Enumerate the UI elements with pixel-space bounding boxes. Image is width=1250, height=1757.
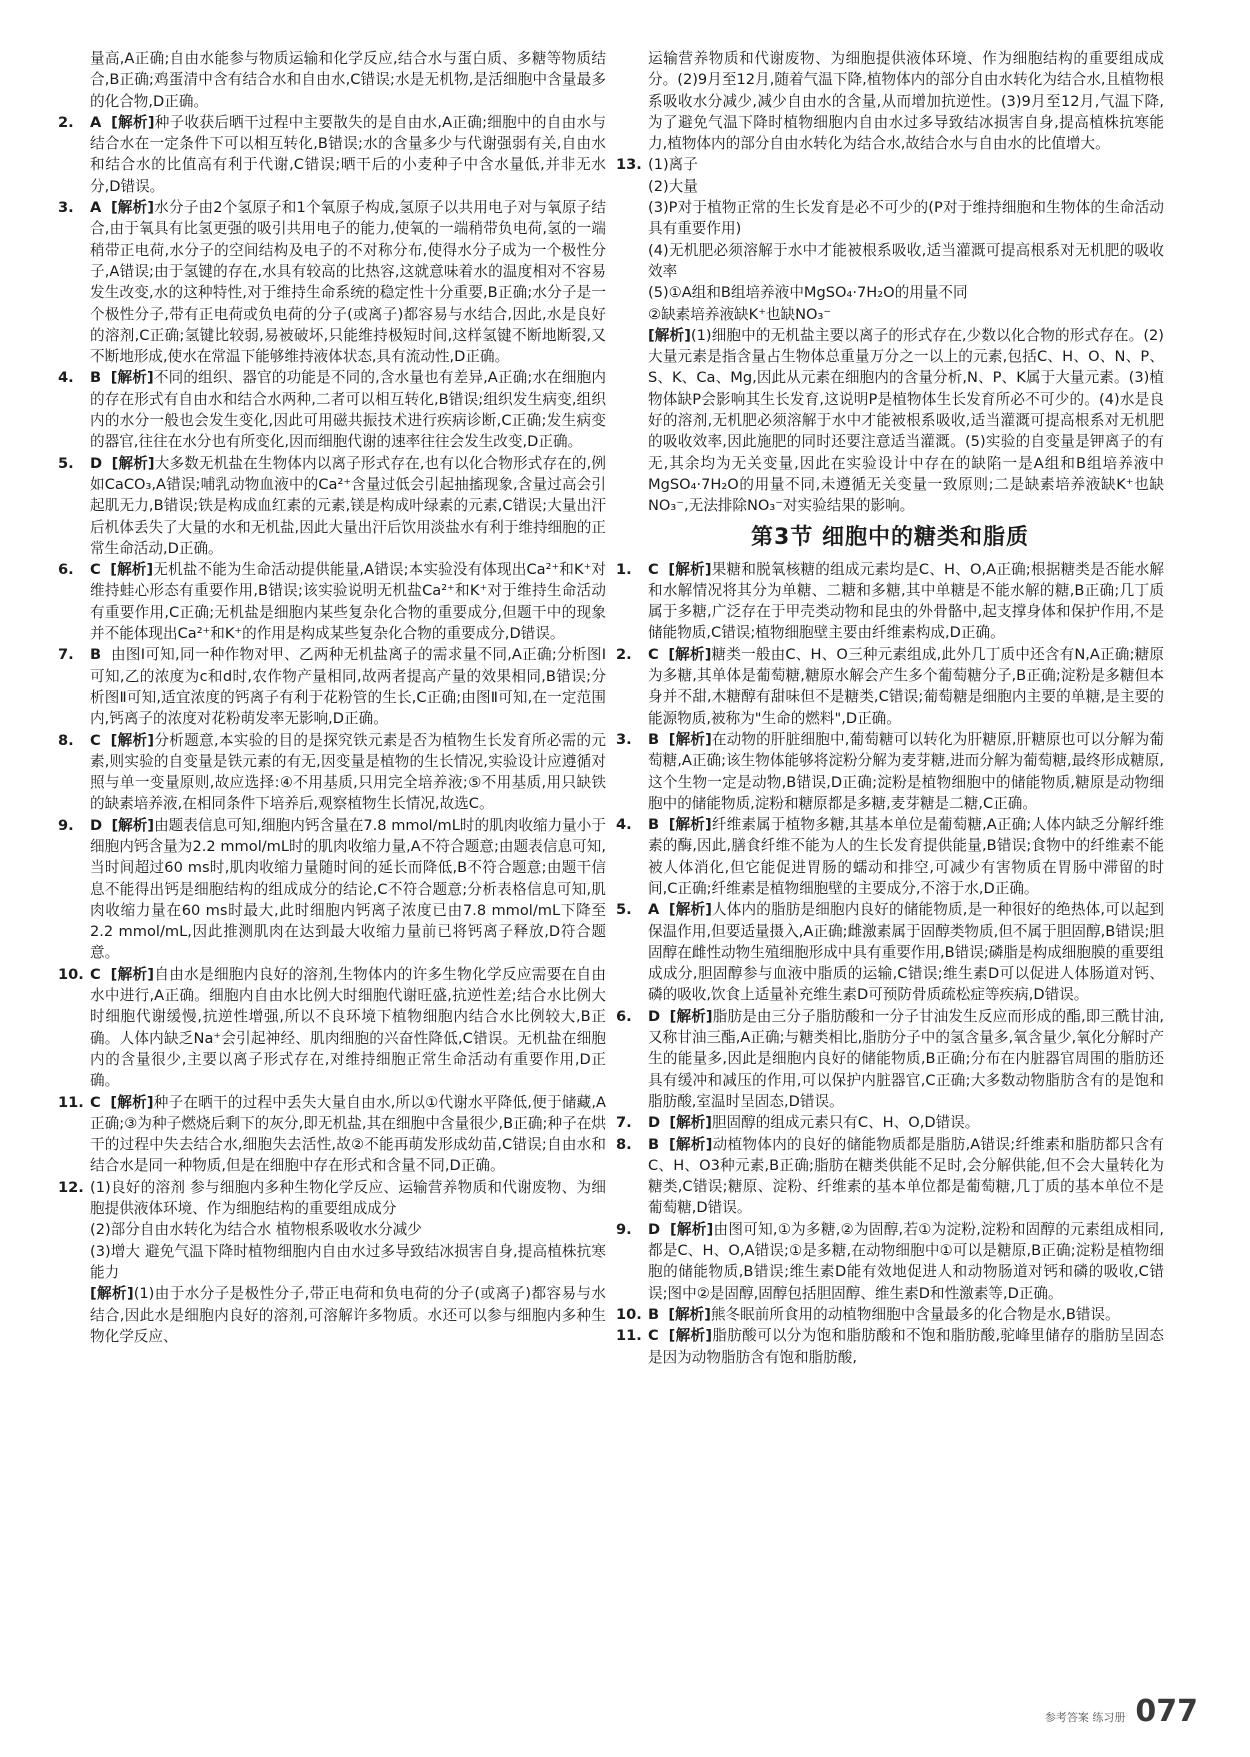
- item-number: 9.: [616, 1220, 632, 1238]
- analysis-tag: [解析]: [668, 730, 712, 748]
- answer-item: [616, 559, 1164, 644]
- analysis-text: 无机盐不能为生命活动提供能量,A错误;本实验没有体现出Ca²⁺和K⁺对维持蛙心形态有重要作用,B错误;该实验说明无机盐Ca²⁺和K⁺对于维持生命活动有重要作用,C正确;无机盐是细胞内某些复杂化合物的重要成分,但题干中的现象并不能体现出Ca²⁺和K⁺的作用是构成某些复杂化合物的重要成分,D错误。: [90, 561, 606, 643]
- analysis-tag: [解析]: [111, 454, 155, 472]
- item-number: 3.: [58, 199, 74, 217]
- answer-item: [616, 1304, 1164, 1325]
- answer-choice: D: [648, 1007, 661, 1025]
- item-number: 4.: [58, 369, 74, 387]
- item-number: 6.: [616, 1007, 632, 1025]
- answer-item: [616, 1219, 1164, 1304]
- item-number: 2.: [58, 113, 74, 131]
- answer-item: [58, 559, 606, 644]
- analysis-text: 分析题意,本实验的目的是探究铁元素是否为植物生长发育所必需的元素,则实验的自变量是铁元素的有无,因变量是植物的生长情况,实验设计应遵循对照与单一变量原则,故应选择:④不用基质,只用完全培养液;⑤不用基质,用只缺铁的缺素培养液,在相同条件下培养后,观察植物生长情况,故选C。: [90, 731, 606, 813]
- analysis-tag: [解析]: [111, 113, 155, 131]
- answer-item: [58, 815, 606, 964]
- answer-choice: C: [648, 1327, 659, 1345]
- item-number: 7.: [58, 646, 74, 664]
- answer-line: (1)良好的溶剂 参与细胞内多种生物化学反应、运输营养物质和代谢废物、为细胞提供液体环境、作为细胞结构的重要组成成分: [90, 1178, 606, 1218]
- answer-choice: A: [90, 199, 102, 217]
- item-number: 12.: [58, 1178, 84, 1196]
- analysis-tag: [解析]: [668, 1305, 711, 1323]
- answer-choice: D: [648, 1220, 661, 1238]
- analysis-tag: [解析]: [110, 561, 154, 579]
- analysis-tag: [解析]: [669, 1114, 712, 1132]
- analysis-text: 脂肪酸可以分为饱和脂肪酸和不饱和脂肪酸,驼峰里储存的脂肪呈固态是因为动物脂肪含有饱和脂肪酸,: [648, 1327, 1164, 1366]
- analysis-tag: [解析]: [648, 326, 691, 344]
- answer-item: [616, 1134, 1164, 1219]
- item-number: 7.: [616, 1114, 632, 1132]
- analysis-tag: [解析]: [668, 645, 712, 663]
- answer-line: (2)部分自由水转化为结合水 植物根系吸收水分减少: [90, 1221, 422, 1239]
- item-number: 11.: [616, 1327, 642, 1345]
- analysis-tag: [解析]: [669, 1007, 713, 1025]
- item-number: 5.: [58, 454, 74, 472]
- item-number: 5.: [616, 901, 632, 919]
- answer-item: [58, 644, 606, 729]
- right-answer-list: [616, 559, 1164, 1368]
- item-number: 8.: [616, 1135, 632, 1153]
- analysis-tag: [解析]: [668, 560, 712, 578]
- analysis-tag: [解析]: [110, 731, 155, 749]
- analysis-text: 自由水是细胞内良好的溶剂,生物体内的许多生物化学反应需要在自由水中进行,A正确。细胞内自由水比例大时细胞代谢旺盛,抗逆性差;结合水比例大时细胞代谢缓慢,抗逆性增强,所以不良环境下植物细胞内结合水比例较大,B正确。人体内缺乏Na⁺会引起神经、肌肉细胞的兴奋性降低,C错误。无机盐在细胞内的含量很少,主要以离子形式存在,对维持细胞正常生命活动有重要作用,D正确。: [90, 965, 606, 1090]
- item-number: 8.: [58, 731, 74, 749]
- answer-line: (3)P对于植物正常的生长发育是必不可少的(P对于维持细胞和生物体的生命活动具有重要作用): [648, 199, 1164, 238]
- analysis-text: (1)由于水分子是极性分子,带正电荷和负电荷的分子(或离子)都容易与水结合,因此水是细胞内良好的溶剂,可溶解许多物质。水还可以参与细胞内多种生物化学反应、: [90, 1285, 607, 1345]
- item-number: 10.: [616, 1305, 642, 1323]
- continued-answer-12: 运输营养物质和代谢废物、为细胞提供液体环境、作为细胞结构的重要组成成分。(2)9月至12月,随着气温下降,植物体内的部分自由水转化为结合水,且植物根系吸收水分减少,减少自由水的含量,从而增加抗逆性。(3)9月至12月,气温下降,为了避免气温下降时植物细胞内自由水过多导致结冰损害自身,提高植株抗寒能力,植物体内的部分自由水转化为结合水,故结合水与自由水的比值增大。: [648, 50, 1164, 153]
- answer-choice: D: [90, 816, 103, 834]
- answer-item: [616, 1112, 1164, 1133]
- answer-item-13: [616, 154, 1164, 516]
- answer-choice: B: [90, 369, 102, 387]
- item-number: 4.: [616, 816, 632, 834]
- answer-choice: A: [648, 901, 660, 919]
- left-column: [58, 48, 606, 1347]
- answer-choice: A: [90, 113, 102, 131]
- item-number: 9.: [58, 816, 74, 834]
- item-number: 6.: [58, 561, 74, 579]
- analysis-tag: [解析]: [110, 199, 154, 217]
- answer-choice: C: [90, 731, 101, 749]
- analysis-tag: [解析]: [669, 1220, 714, 1238]
- analysis-tag: [解析]: [111, 816, 155, 834]
- analysis-text: 水分子由2个氢原子和1个氧原子构成,氢原子以共用电子对与氧原子结合,由于氧具有比氢更强的吸引共用电子的能力,使氧的一端稍带负电荷,氢的一端稍带正电荷,水分子的空间结构及电子的不对称分布,使得水分子成为一个极性分子,A错误;由于氢键的存在,水具有较高的比热容,这就意味着水的温度相对不容易发生改变,水的这种特性,对于维持生命系统的稳定性十分重要,B正确;水分子是一个极性分子,带有正电荷或负电荷的分子(或离子)都容易与水结合,因此,水是良好的溶剂,C正确;氢键比较弱,易被破坏,只能维持极短时间,这样氢键不断地断裂,又不断地形成,使水在常温下能够维持液体状态,具有流动性,D正确。: [90, 199, 607, 366]
- answer-choice: B: [648, 816, 660, 834]
- analysis-text: 种子收获后晒干过程中主要散失的是自由水,A正确;细胞中的自由水与结合水在一定条件下可以相互转化,B错误;水的含量多少与代谢强弱有关,自由水和结合水的比值高有利于代谢,C错误;晒干后的小麦种子中含水量低,并非无水分,D错误。: [90, 113, 606, 195]
- analysis-text: 由图Ⅰ可知,同一种作物对甲、乙两种无机盐离子的需求量不同,A正确;分析图Ⅰ可知,乙的浓度为c和d时,农作物产量相同,故两者提高产量的效果相同,B错误;分析图Ⅱ可知,适宜浓度的钙离子有利于花粉管的生长,C正确;由图Ⅱ可知,在一定范围内,钙离子的浓度对花粉萌发率无影响,D正确。: [90, 646, 606, 728]
- answer-item: [616, 814, 1164, 899]
- section-title: 第3节 细胞中的糖类和脂质: [751, 524, 1029, 550]
- answer-item: [58, 1092, 606, 1177]
- answer-item: [616, 899, 1164, 1005]
- analysis-text: 由题表信息可知,细胞内钙含量在7.8 mmol/mL时的肌肉收缩力量小于细胞内钙含量为2.2 mmol/mL时的肌肉收缩力量,A不符合题意;由题表信息可知,当时间超过60 ms时,肌肉收缩力量随时间的延长而降低,B不符合题意;由题干信息不能得出钙是细胞结构的组成成分的结论,C不符合题意;分析表格信息可知,肌肉收缩力量在60 ms时最大,此时细胞内钙离子浓度已由7.8 mmol/mL下降至2.2 mmol/mL,因此推测肌肉在达到最大收缩力量前已将钙离子释放,D符合题意。: [90, 816, 607, 962]
- analysis-text: 熊冬眠前所食用的动植物细胞中含量最多的化合物是水,B错误。: [710, 1305, 1120, 1323]
- analysis-tag: [解析]: [110, 369, 154, 387]
- analysis-text: 胆固醇的组成元素只有C、H、O,D错误。: [711, 1114, 980, 1132]
- analysis-tag: [解析]: [110, 965, 155, 983]
- analysis-text: 不同的组织、器官的功能是不同的,含水量也有差异,A正确;水在细胞内的存在形式有自由水和结合水两种,二者可以相互转化,B错误;组织发生病变,组织内的水分一般也会发生变化,因此可用磁共振技术进行疾病诊断,C正确;发生病变的器官,往往在水分也有所变化,因而细胞代谢的速率往往会发生改变,D正确。: [90, 369, 607, 451]
- answer-line: (1)离子: [648, 156, 698, 174]
- answer-choice: C: [90, 1093, 101, 1111]
- answer-choice: B: [648, 1135, 660, 1153]
- answer-choice: B: [648, 1305, 660, 1323]
- answer-choice: B: [648, 730, 660, 748]
- answer-choice: C: [90, 561, 101, 579]
- answer-choice: D: [648, 1114, 661, 1132]
- item-number: 3.: [616, 730, 632, 748]
- answer-line: (2)大量: [648, 177, 698, 195]
- answer-choice: B: [90, 646, 102, 664]
- item-number: 2.: [616, 645, 632, 663]
- answer-line: (5)①A组和B组培养液中MgSO₄·7H₂O的用量不同: [648, 284, 968, 302]
- analysis-tag: [解析]: [90, 1285, 134, 1303]
- page-number: 077: [1135, 1694, 1198, 1729]
- analysis-text: 种子在晒干的过程中丢失大量自由水,所以①代谢水平降低,便于储藏,A正确;③为种子燃烧后剩下的灰分,即无机盐,其在细胞中含量很少,B正确;种子在烘干的过程中失去结合水,细胞失去活性,故②不能再萌发形成幼苗,C错误;自由水和结合水是同一种物质,但是在细胞中存在形式和含量不同,D正确。: [90, 1093, 606, 1175]
- answer-item: [616, 1006, 1164, 1112]
- analysis-text: 脂肪是由三分子脂肪酸和一分子甘油发生反应而形成的酯,即三酰甘油,又称甘油三酯,A正确;与糖类相比,脂肪分子中的氢含量多,氧含量少,氧化分解时产生的能量多,因此是细胞内良好的储能物质,B正确;分布在内脏器官周围的脂肪还具有缓冲和减压的作用,可以保护内脏器官,C正确;大多数动物脂肪含有的是饱和脂肪酸,室温时呈固态,D错误。: [648, 1007, 1164, 1110]
- answer-line: (4)无机肥必须溶解于水中才能被根系吸收,适当灌溉可提高根系对无机肥的吸收效率: [648, 241, 1164, 280]
- answer-item: [58, 730, 606, 815]
- analysis-tag: [解析]: [668, 1327, 713, 1345]
- analysis-text: 在动物的肝脏细胞中,葡萄糖可以转化为肝糖原,肝糖原也可以分解为葡萄糖,A正确;该生物体能够将淀粉分解为麦芽糖,进而分解为葡萄糖,最终形成糖原,这个生物一定是动物,B错误,D正确;淀粉是植物细胞中的储能物质,糖原是动物细胞中的储能物质,淀粉和糖原都是多糖,麦芽糖是二糖,C正确。: [648, 730, 1165, 812]
- analysis-tag: [解析]: [668, 1135, 713, 1153]
- item-number: 10.: [58, 965, 84, 983]
- item-number: 13.: [616, 156, 642, 174]
- item-number: 11.: [58, 1093, 84, 1111]
- answer-choice: D: [90, 454, 103, 472]
- analysis-text: 大多数无机盐在生物体内以离子形式存在,也有以化合物形式存在的,例如CaCO₃,A错误;哺乳动物血液中的Ca²⁺含量过低会引起抽搐现象,含量过高会引起肌无力,B错误;铁是构成血红素的元素,镁是构成叶绿素的元素,C错误;大量出汗后机体丢失了大量的水和无机盐,因此大量出汗后饮用淡盐水有利于维持细胞的正常生命活动,D正确。: [90, 454, 606, 557]
- answer-choice: C: [648, 645, 659, 663]
- analysis-text: 果糖和脱氧核糖的组成元素均是C、H、O,A正确;根据糖类是否能水解和水解情况将其分为单糖、二糖和多糖,其中单糖是不能水解的糖,B正确;几丁质属于多糖,广泛存在于甲壳类动物和昆虫的外骨骼中,起支撑身体和保护作用,不是储能物质,C错误;植物细胞壁主要由纤维素构成,D正确。: [648, 560, 1164, 642]
- answer-item: [58, 112, 606, 197]
- analysis-text: 糖类一般由C、H、O三种元素组成,此外几丁质中还含有N,A正确;糖原为多糖,其单体是葡萄糖,糖原水解会产生多个葡萄糖分子,B正确;淀粉是多糖但本身并不甜,木糖醇有甜味但不是糖类,C错误;葡萄糖是细胞内主要的单糖,是主要的能源物质,被称为"生命的燃料",D正确。: [648, 645, 1165, 727]
- answer-choice: C: [90, 965, 101, 983]
- answer-item: [58, 197, 606, 367]
- answer-item: [616, 1325, 1164, 1368]
- page-footer: [1045, 1694, 1198, 1729]
- analysis-tag: [解析]: [668, 816, 712, 834]
- analysis-tag: [解析]: [668, 901, 712, 919]
- answer-item: [58, 453, 606, 559]
- analysis-text: 人体内的脂肪是细胞内良好的储能物质,是一种很好的绝热体,可以起到保温作用,但要适量摄入,A正确;雌激素属于固醇类物质,但不属于胆固醇,B错误;胆固醇在雌性动物生殖细胞形成中具有重要作用,B错误;磷脂是构成细胞膜的重要组成成分,胆固醇参与血液中脂质的运输,C错误;维生素D可以促进人体肠道对钙、磷的吸收,饮食上适量补充维生素D可预防骨质疏松症等疾病,D错误。: [648, 901, 1164, 1004]
- analysis-text: 动植物体内的良好的储能物质都是脂肪,A错误;纤维素和脂肪都只含有C、H、O3种元素,B正确;脂肪在糖类供能不足时,会分解供能,但不会大量转化为糖类,C错误;糖原、淀粉、纤维素的基本单位都是葡萄糖,几丁质的基本单位不是葡萄糖,D错误。: [648, 1135, 1165, 1217]
- continued-answer-1: 量高,A正确;自由水能参与物质运输和化学反应,结合水与蛋白质、多糖等物质结合,B正确;鸡蛋清中含有结合水和自由水,C错误;水是无机物,是活细胞中含量最多的化合物,D正确。: [90, 50, 606, 110]
- answer-item: [58, 964, 606, 1092]
- analysis-text: (1)细胞中的无机盐主要以离子的形式存在,少数以化合物的形式存在。(2)大量元素是指含量占生物体总重量万分之一以上的元素,包括C、H、O、N、P、S、K、Ca、Mg,因此从元素在细胞内的含量分析,N、P、K属于大量元素。(3)植物体缺P会影响其生长发育,这说明P是植物体生长发育所必不可少的。(4)水是良好的溶剂,无机肥必须溶解于水中才能被根系吸收,适当灌溉可提高根系对无机肥的吸收效率,因此施肥的同时还要注意适当灌溉。(5)实验的自变量是钾离子的有无,其余均为无关变量,因此在实验设计中存在的缺陷一是A组和B组培养液中MgSO₄·7H₂O的用量不同,未遵循无关变量一致原则;二是缺素培养液缺K⁺也缺NO₃⁻,无法排除NO₃⁻对实验结果的影响。: [648, 326, 1164, 515]
- analysis-tag: [解析]: [110, 1093, 154, 1111]
- answer-item: [616, 644, 1164, 729]
- answer-line: ②缺素培养液缺K⁺也缺NO₃⁻: [648, 305, 832, 323]
- answer-item: [616, 729, 1164, 814]
- answer-choice: C: [648, 560, 659, 578]
- answer-item-12: [58, 1177, 606, 1347]
- footer-label: 参考答案 练习册: [1044, 1711, 1126, 1724]
- right-column: [616, 48, 1164, 1368]
- analysis-text: 纤维素属于植物多糖,其基本单位是葡萄糖,A正确;人体内缺乏分解纤维素的酶,因此,膳食纤维不能为人的生长发育提供能量,B错误;食物中的纤维素不能被人体消化,但它能促进胃肠的蠕动和排空,可减少有害物质在胃肠中滞留的时间,C正确;纤维素是植物细胞壁的主要成分,不溶于水,D正确。: [648, 816, 1165, 897]
- answer-line: (3)增大 避免气温下降时植物细胞内自由水过多导致结冰损害自身,提高植株抗寒能力: [90, 1242, 606, 1281]
- left-answer-list: [58, 112, 606, 1177]
- analysis-text: 由图可知,①为多糖,②为固醇,若①为淀粉,淀粉和固醇的元素组成相同,都是C、H、O,A错误;①是多糖,在动物细胞中①可以是糖原,B正确;淀粉是植物细胞的储能物质,B错误;维生素D能有效地促进人和动物肠道对钙和磷的吸收,C错误;图中②是固醇,固醇包括胆固醇、维生素D和性激素等,D正确。: [648, 1220, 1165, 1302]
- item-number: 1.: [616, 560, 632, 578]
- answer-item: [58, 367, 606, 452]
